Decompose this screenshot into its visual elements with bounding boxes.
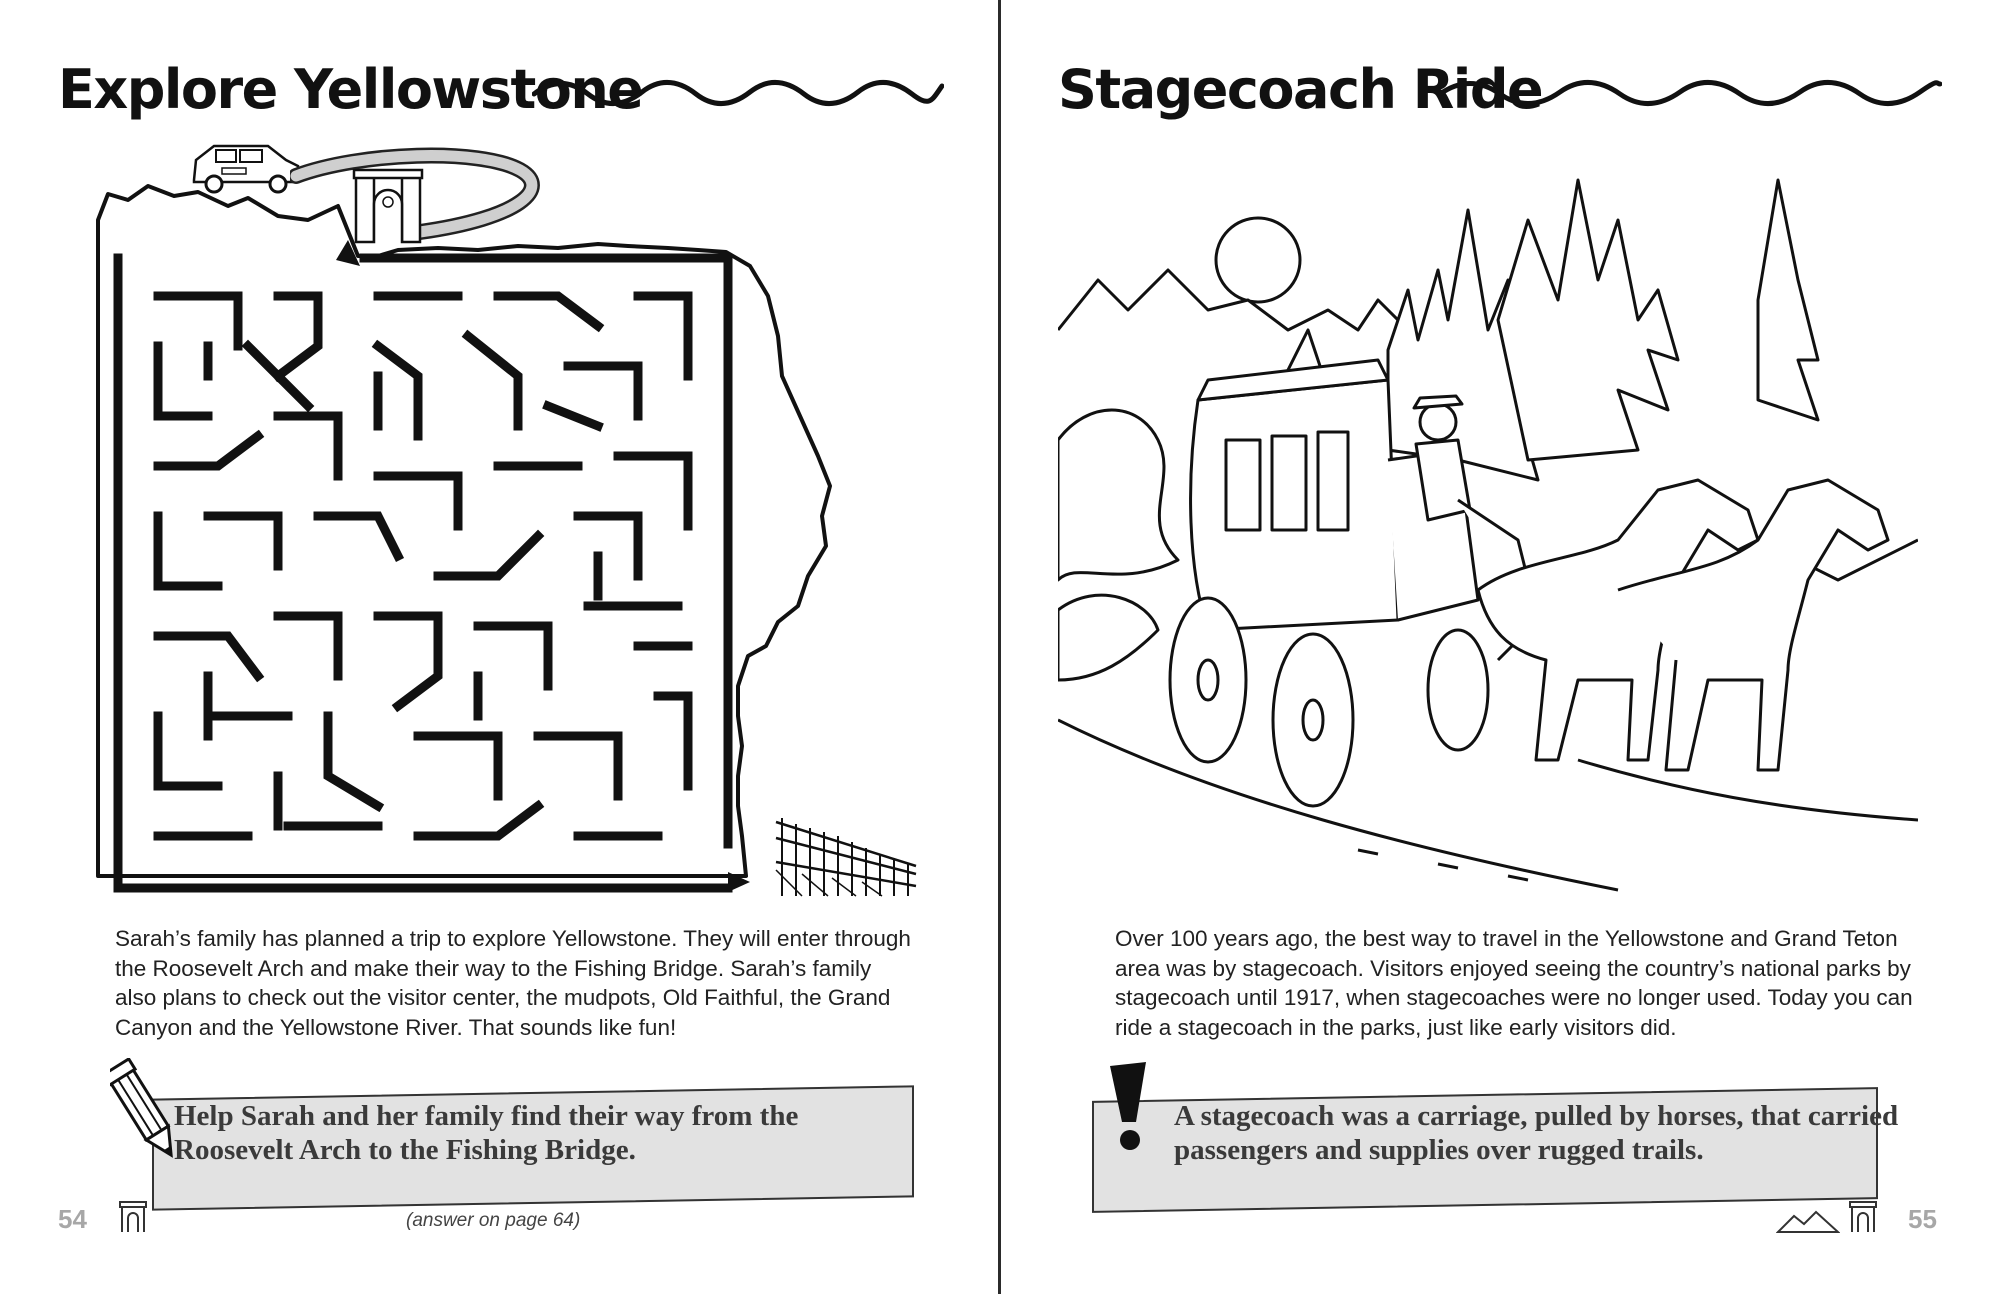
bridge-icon [772,808,922,898]
mountain-icon [1776,1208,1840,1234]
page-title: Explore Yellowstone [58,58,643,121]
callout-line-2: passengers and supplies over rugged trails. [1174,1134,1704,1166]
maze [78,176,844,902]
exclamation-icon [1100,1060,1156,1156]
callout-line-1: Help Sarah and her family find their way from the [174,1100,799,1132]
intro-paragraph: Sarah’s family has planned a trip to explore Yellowstone. They will enter through the Roosevelt Arch and make their way to the Fishing Bridge. Sarah’s family also plans to check out the visitor center, the mudpots, Old Faithful, the Grand Canyon and the Yellowstone River. That sounds like fun! [115,926,911,1040]
stagecoach-illustration [1058,160,1918,900]
right-page [1000,0,2000,1294]
squiggle-decoration [1438,74,1942,110]
arch-icon [118,1200,148,1234]
page-number: 55 [1908,1204,1937,1234]
callout-line-1: A stagecoach was a carriage, pulled by horses, that carried [1174,1100,1899,1132]
arch-icon [1848,1200,1878,1234]
pencil-icon [110,1058,182,1168]
callout-line-2: Roosevelt Arch to the Fishing Bridge. [174,1134,636,1166]
page-number: 54 [58,1204,87,1234]
page-title: Stagecoach Ride [1058,58,1543,121]
squiggle-decoration [532,74,944,110]
info-paragraph: Over 100 years ago, the best way to travel in the Yellowstone and Grand Teton area was by stagecoach. Visitors enjoyed seeing the country’s national parks by stagecoach until 1917, when stagecoaches were no longer used. Today you can ride a stagecoach in the parks, just like early visitors did. [1115,926,1913,1040]
answer-note: (answer on page 64) [406,1210,581,1231]
